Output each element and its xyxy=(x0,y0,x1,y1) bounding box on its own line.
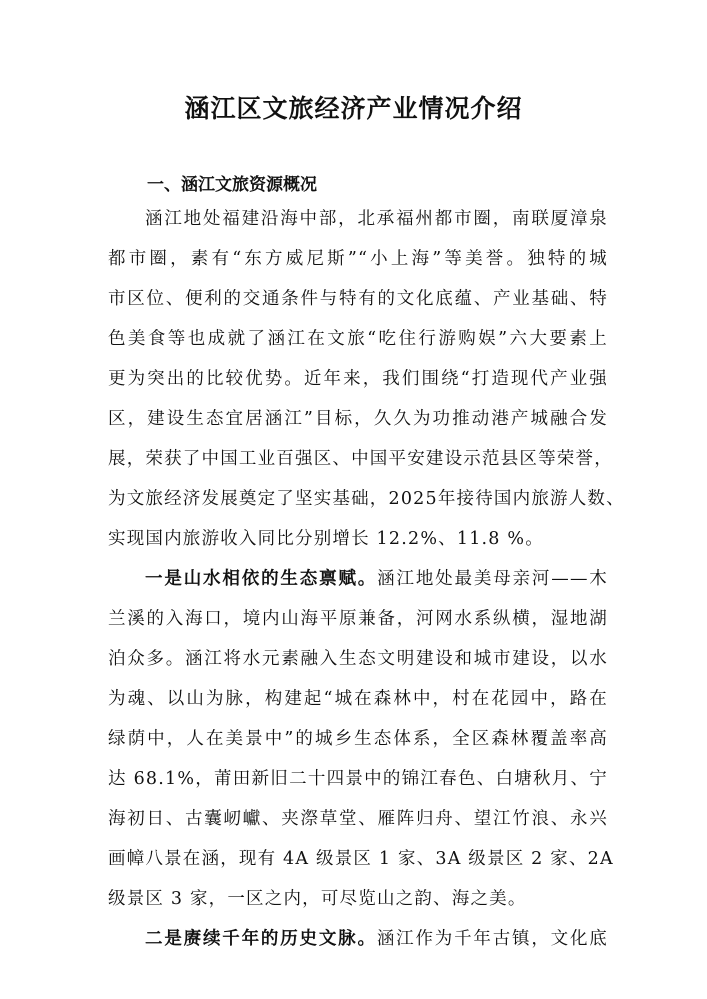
paragraph-text: 涵江地处最美母亲河——木 xyxy=(377,569,608,589)
bold-lead: 二是赓续千年的历史文脉。 xyxy=(145,929,377,949)
paragraph-line: 实现国内旅游收入同比分别增长 12.2%、11.8 %。 xyxy=(108,529,544,549)
paragraph-line: 展，荣获了中国工业百强区、中国平安建设示范县区等荣誉， xyxy=(108,449,613,469)
paragraph-line: 为魂、以山为脉，构建起“城在森林中，村在花园中，路在 xyxy=(108,689,608,709)
paragraph-line: 区，建设生态宜居涵江”目标，久久为功推动港产城融合发 xyxy=(108,409,608,429)
paragraph-line: 达 68.1%，莆田新旧二十四景中的锦江春色、白塘秋月、宁 xyxy=(108,769,608,789)
section-heading: 一、涵江文旅资源概况 xyxy=(147,175,317,195)
paragraph-line: 兰溪的入海口，境内山海平原兼备，河网水系纵横，湿地湖 xyxy=(108,609,608,629)
paragraph-line xyxy=(145,565,608,590)
paragraph-line: 海初日、古囊屻巘、夹漈草堂、雁阵归舟、望江竹浪、永兴 xyxy=(108,809,608,829)
paragraph-line: 色美食等也成就了涵江在文旅“吃住行游购娱”六大要素上 xyxy=(108,329,608,349)
paragraph-line: 为文旅经济发展奠定了坚实基础，2025年接待国内旅游人数、 xyxy=(108,489,625,509)
paragraph-line: 泊众多。涵江将水元素融入生态文明建设和城市建设，以水 xyxy=(108,649,608,669)
paragraph-line: 画幛八景在涵，现有 4A 级景区 1 家、3A 级景区 2 家、2A xyxy=(108,849,614,869)
document-title: 涵江区文旅经济产业情况介绍 xyxy=(184,94,523,123)
paragraph-line: 更为突出的比较优势。近年来，我们围绕“打造现代产业强 xyxy=(108,369,608,389)
paragraph-line: 涵江地处福建沿海中部，北承福州都市圈，南联厦漳泉 xyxy=(145,209,608,229)
paragraph-line: 市区位、便利的交通条件与特有的文化底蕴、产业基础、特 xyxy=(108,289,608,309)
paragraph-text: 涵江作为千年古镇，文化底 xyxy=(376,929,608,949)
paragraph-line: 绿荫中，人在美景中”的城乡生态体系，全区森林覆盖率高 xyxy=(108,729,608,749)
bold-lead: 一是山水相依的生态禀赋。 xyxy=(145,569,378,589)
paragraph-line: 级景区 3 家，一区之内，可尽览山之韵、海之美。 xyxy=(108,889,527,909)
paragraph-line xyxy=(145,925,608,950)
paragraph-line: 都市圈，素有“东方威尼斯”“小上海”等美誉。独特的城 xyxy=(108,249,608,269)
